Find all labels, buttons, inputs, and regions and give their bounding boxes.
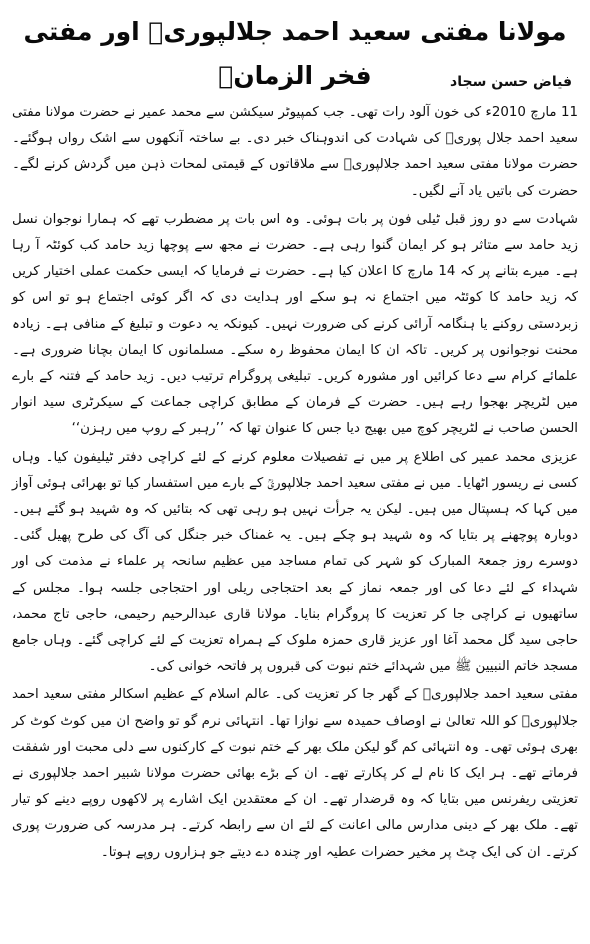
article-paragraph: مفتی سعید احمد جلالپوریؒ کے گھر جا کر تعزیت کی۔ عالم اسلام کے عظیم اسکالر مفتی سعید احمد جلالپوریؒ کو اللہ تعالیٰ نے اوصاف حمیدہ سے نوازا تھا۔ انتہائی نرم گو تو واضح ان میں کوٹ کوٹ کر بھری ہوئی تھی۔ وہ انتہائی کم گو لیکن ملک بھر کے ختم نبوت کے کارکنوں سے دلی محبت اور شفقت فرماتے تھے۔ ہر ایک کا نام لے کر پکارتے تھے۔ ان کے بڑے بھائی حضرت مولانا شبیر احمد جلالپوری نے تعزیتی ریفرنس میں بتایا کہ وہ قرضدار تھے۔ ان کے معتقدین ایک اشارے پر لاکھوں روپے دینے کو تیار تھے۔ ملک بھر کے دینی مدارس مالی اعانت کے لئے ان سے رابطہ کرتے۔ ہر مدرسہ کی ضرورت پوری کرتے۔ ان کی ایک چٹ پر مخیر حضرات عطیہ اور چندہ دے دیتے جو ہزاروں روپے ہوتا۔ — [12, 687, 578, 860]
article-paragraph: عزیزی محمد عمیر کی اطلاع پر میں نے تفصیلات معلوم کرنے کے لئے کراچی دفتر ٹیلیفون کیا۔ وہاں کسی نے ریسور اٹھایا۔ میں نے مفتی سعید احمد جلالپوریؒ کے بارے میں استفسار کیا تو بھرائی ہوئی آواز میں کہا کہ ہسپتال میں ہیں۔ لیکن یہ جرأت نہیں ہو رہی تھی کہ بتائیں کہ وہ شہید ہو گئے ہیں۔ دوبارہ پوچھنے پر بتایا کہ وہ شہید ہو چکے ہیں۔ یہ غمناک خبر جنگل کی آگ کی طرح پھیل گئی۔ دوسرے روز جمعۃ المبارک کو شہر کی تمام مساجد میں عظیم سانحہ پر علماء نے مذمت کی اور شہداء کے لئے دعا کی اور جمعہ نماز کے بعد احتجاجی ریلی اور احتجاجی جلسہ ہوا۔ مجلس کے ساتھیوں نے کراچی جا کر تعزیت کا پروگرام بنایا۔ مولانا قاری عبدالرحیم رحیمی، حاجی تاج محمد، حاجی سید گل محمد آغا اور عزیز قاری حمزہ ملوک کے ہمراہ تعزیت کے لئے کراچی گئے۔ وہاں جامع مسجد خاتم النبیین ﷺ میں شہدائے ختم نبوت کی قبروں پر فاتحہ خوانی کی۔ — [12, 449, 578, 675]
article-paragraph: شہادت سے دو روز قبل ٹیلی فون پر بات ہوئی۔ وہ اس بات پر مضطرب تھے کہ ہمارا نوجوان نسل زید حامد سے متاثر ہو کر ایمان گنوا رہی ہے۔ حضرت نے مجھ سے پوچھا زید حامد کب کوئٹہ آ رہا ہے۔ میرے بتانے پر کہ 14 مارچ کا اعلان کیا ہے۔ حضرت نے فرمایا کہ ایسی حکمت عملی اختیار کریں کہ زید حامد کا کوئٹہ میں اجتماع نہ ہو سکے اور ہدایت دی کہ اگر کوئی اجتماع ہو تو اس کو زبردستی روکنے یا ہنگامہ آرائی کرنے کی ضرورت نہیں۔ کیونکہ یہ دعوت و تبلیغ کے منافی ہے۔ زیادہ محنت نوجوانوں پر کریں۔ تاکہ ان کا ایمان محفوظ رہ سکے۔ مسلمانوں کا ایمان بچانا ضروری ہے۔ علمائے کرام سے دعا کرائیں اور مشورہ کریں۔ تبلیغی پروگرام ترتیب دیں۔ زید حامد کے فتنہ کے بارے میں لٹریچر بھجوا رہے ہیں۔ حضرت کے فرمان کے مطابق کراچی جماعت کے سیکرٹری سید انوار الحسن صاحب نے لٹریچر کوچ میں بھیج دیا جس کا عنوان تھا کہ ’’رہبر کے روپ میں رہزن‘‘ — [12, 211, 578, 437]
article-author: فیاض حسن سجاد — [450, 74, 572, 90]
article-headline: مولانا مفتی سعید احمد جلالپوریؒ اور مفتی فخر الزمانؒ — [23, 17, 567, 90]
article-body — [12, 100, 578, 866]
article-paragraph: 11 مارچ 2010ء کی خون آلود رات تھی۔ جب کمپیوٹر سیکشن سے محمد عمیر نے حضرت مولانا مفتی سعید احمد جلال پوریؒ کی شہادت کی اندوہناک خبر دی۔ بے ساختہ آنکھوں سے اشک رواں ہوگئے۔ حضرت مولانا مفتی سعید احمد جلالپوریؒ سے ملاقاتوں کے قیمتی لمحات ذہن میں گردش کرنے لگے۔ حضرت کی باتیں یاد آنے لگیں۔ — [12, 105, 578, 199]
